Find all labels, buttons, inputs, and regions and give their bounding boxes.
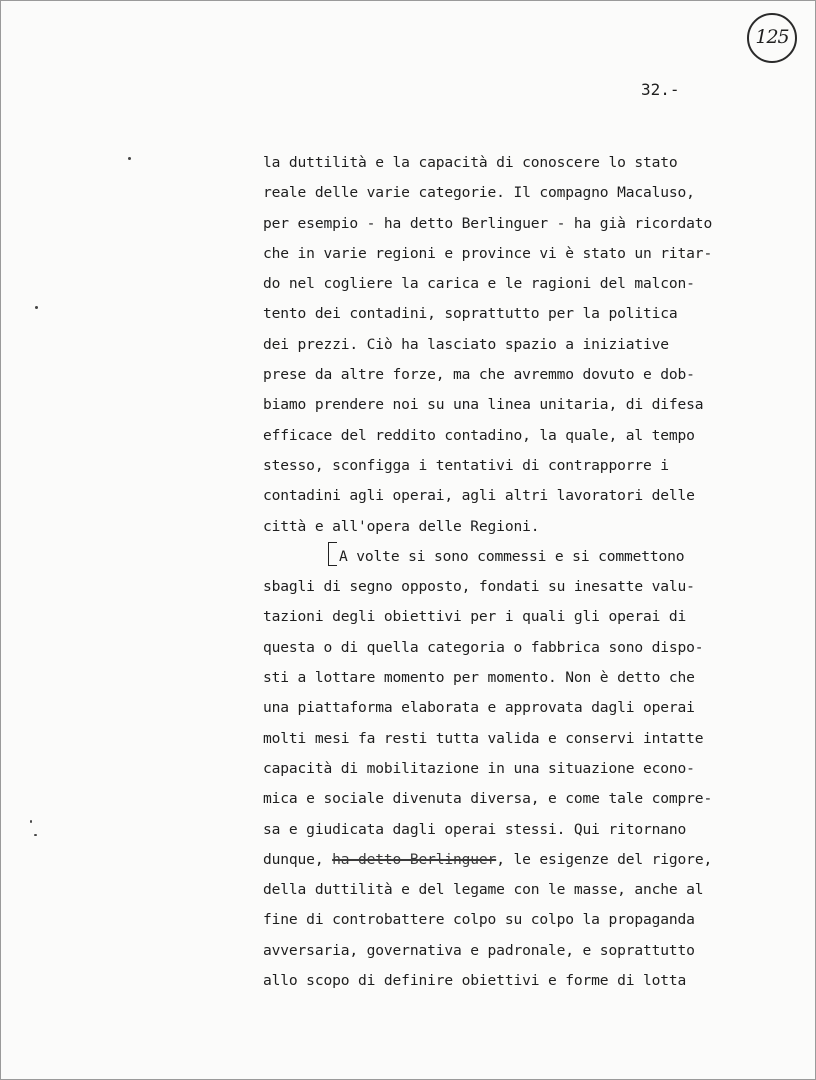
text-line: sa e giudicata dagli operai stessi. Qui ritornano bbox=[263, 820, 687, 838]
margin-speck bbox=[34, 834, 37, 836]
text-line: fine di controbattere colpo su colpo la propaganda bbox=[263, 911, 695, 929]
text-line: che in varie regioni e province vi è stato un ritar- bbox=[263, 244, 713, 262]
paragraph-bracket-mark bbox=[328, 542, 337, 566]
text-line: della duttilità e del legame con le masse, anche al bbox=[263, 881, 704, 899]
text-line: questa o di quella categoria o fabbrica sono dispo- bbox=[263, 638, 704, 656]
paragraph-start-line bbox=[263, 542, 803, 572]
text-segment: , le esigenze del rigore, bbox=[496, 850, 713, 868]
text-segment: dunque, bbox=[263, 850, 333, 868]
text-line: mica e sociale divenuta diversa, e come tale compre- bbox=[263, 790, 713, 808]
text-line: avversaria, governativa e padronale, e soprattutto bbox=[263, 941, 695, 959]
text-line: dei prezzi. Ciò ha lasciato spazio a iniziative bbox=[263, 335, 669, 353]
text-line: allo scopo di definire obiettivi e forme di lotta bbox=[263, 972, 687, 990]
margin-speck bbox=[30, 820, 32, 823]
text-line: molti mesi fa resti tutta valida e conservi intatte bbox=[263, 729, 704, 747]
text-line: tazioni degli obiettivi per i quali gli operai di bbox=[263, 608, 687, 626]
text-line: una piattaforma elaborata e approvata dagli operai bbox=[263, 699, 695, 717]
text-line: tento dei contadini, soprattutto per la politica bbox=[263, 305, 678, 323]
text-line: città e all'opera delle Regioni. bbox=[263, 517, 540, 535]
page-number: 32.- bbox=[641, 80, 680, 99]
struck-out-text: ha detto Berlinguer bbox=[332, 850, 497, 868]
text-line: capacità di mobilitazione in una situazione econo- bbox=[263, 759, 695, 777]
text-line: sti a lottare momento per momento. Non è detto che bbox=[263, 669, 695, 687]
margin-speck bbox=[35, 306, 38, 309]
text-line: do nel cogliere la carica e le ragioni del malcon- bbox=[263, 275, 695, 293]
text-line-content: A volte si sono commessi e si commettono bbox=[339, 547, 685, 565]
text-line: stesso, sconfigga i tentativi di contrapporre i bbox=[263, 456, 669, 474]
archive-number: 125 bbox=[755, 26, 789, 48]
text-line: la duttilità e la capacità di conoscere lo stato bbox=[263, 154, 678, 171]
text-line: prese da altre forze, ma che avremmo dovuto e dob- bbox=[263, 366, 695, 384]
text-line: per esempio - ha detto Berlinguer - ha già ricordato bbox=[263, 214, 713, 232]
text-line: efficace del reddito contadino, la quale, al tempo bbox=[263, 426, 695, 444]
text-line-with-deletion bbox=[263, 845, 803, 875]
text-line: sbagli di segno opposto, fondati su inesatte valu- bbox=[263, 578, 695, 596]
margin-speck bbox=[128, 157, 131, 160]
text-line: reale delle varie categorie. Il compagno Macaluso, bbox=[263, 184, 695, 202]
text-line: contadini agli operai, agli altri lavoratori delle bbox=[263, 487, 695, 505]
typed-text-body bbox=[263, 148, 803, 996]
archive-number-stamp bbox=[747, 13, 797, 63]
text-line: biamo prendere noi su una linea unitaria, di difesa bbox=[263, 396, 704, 414]
